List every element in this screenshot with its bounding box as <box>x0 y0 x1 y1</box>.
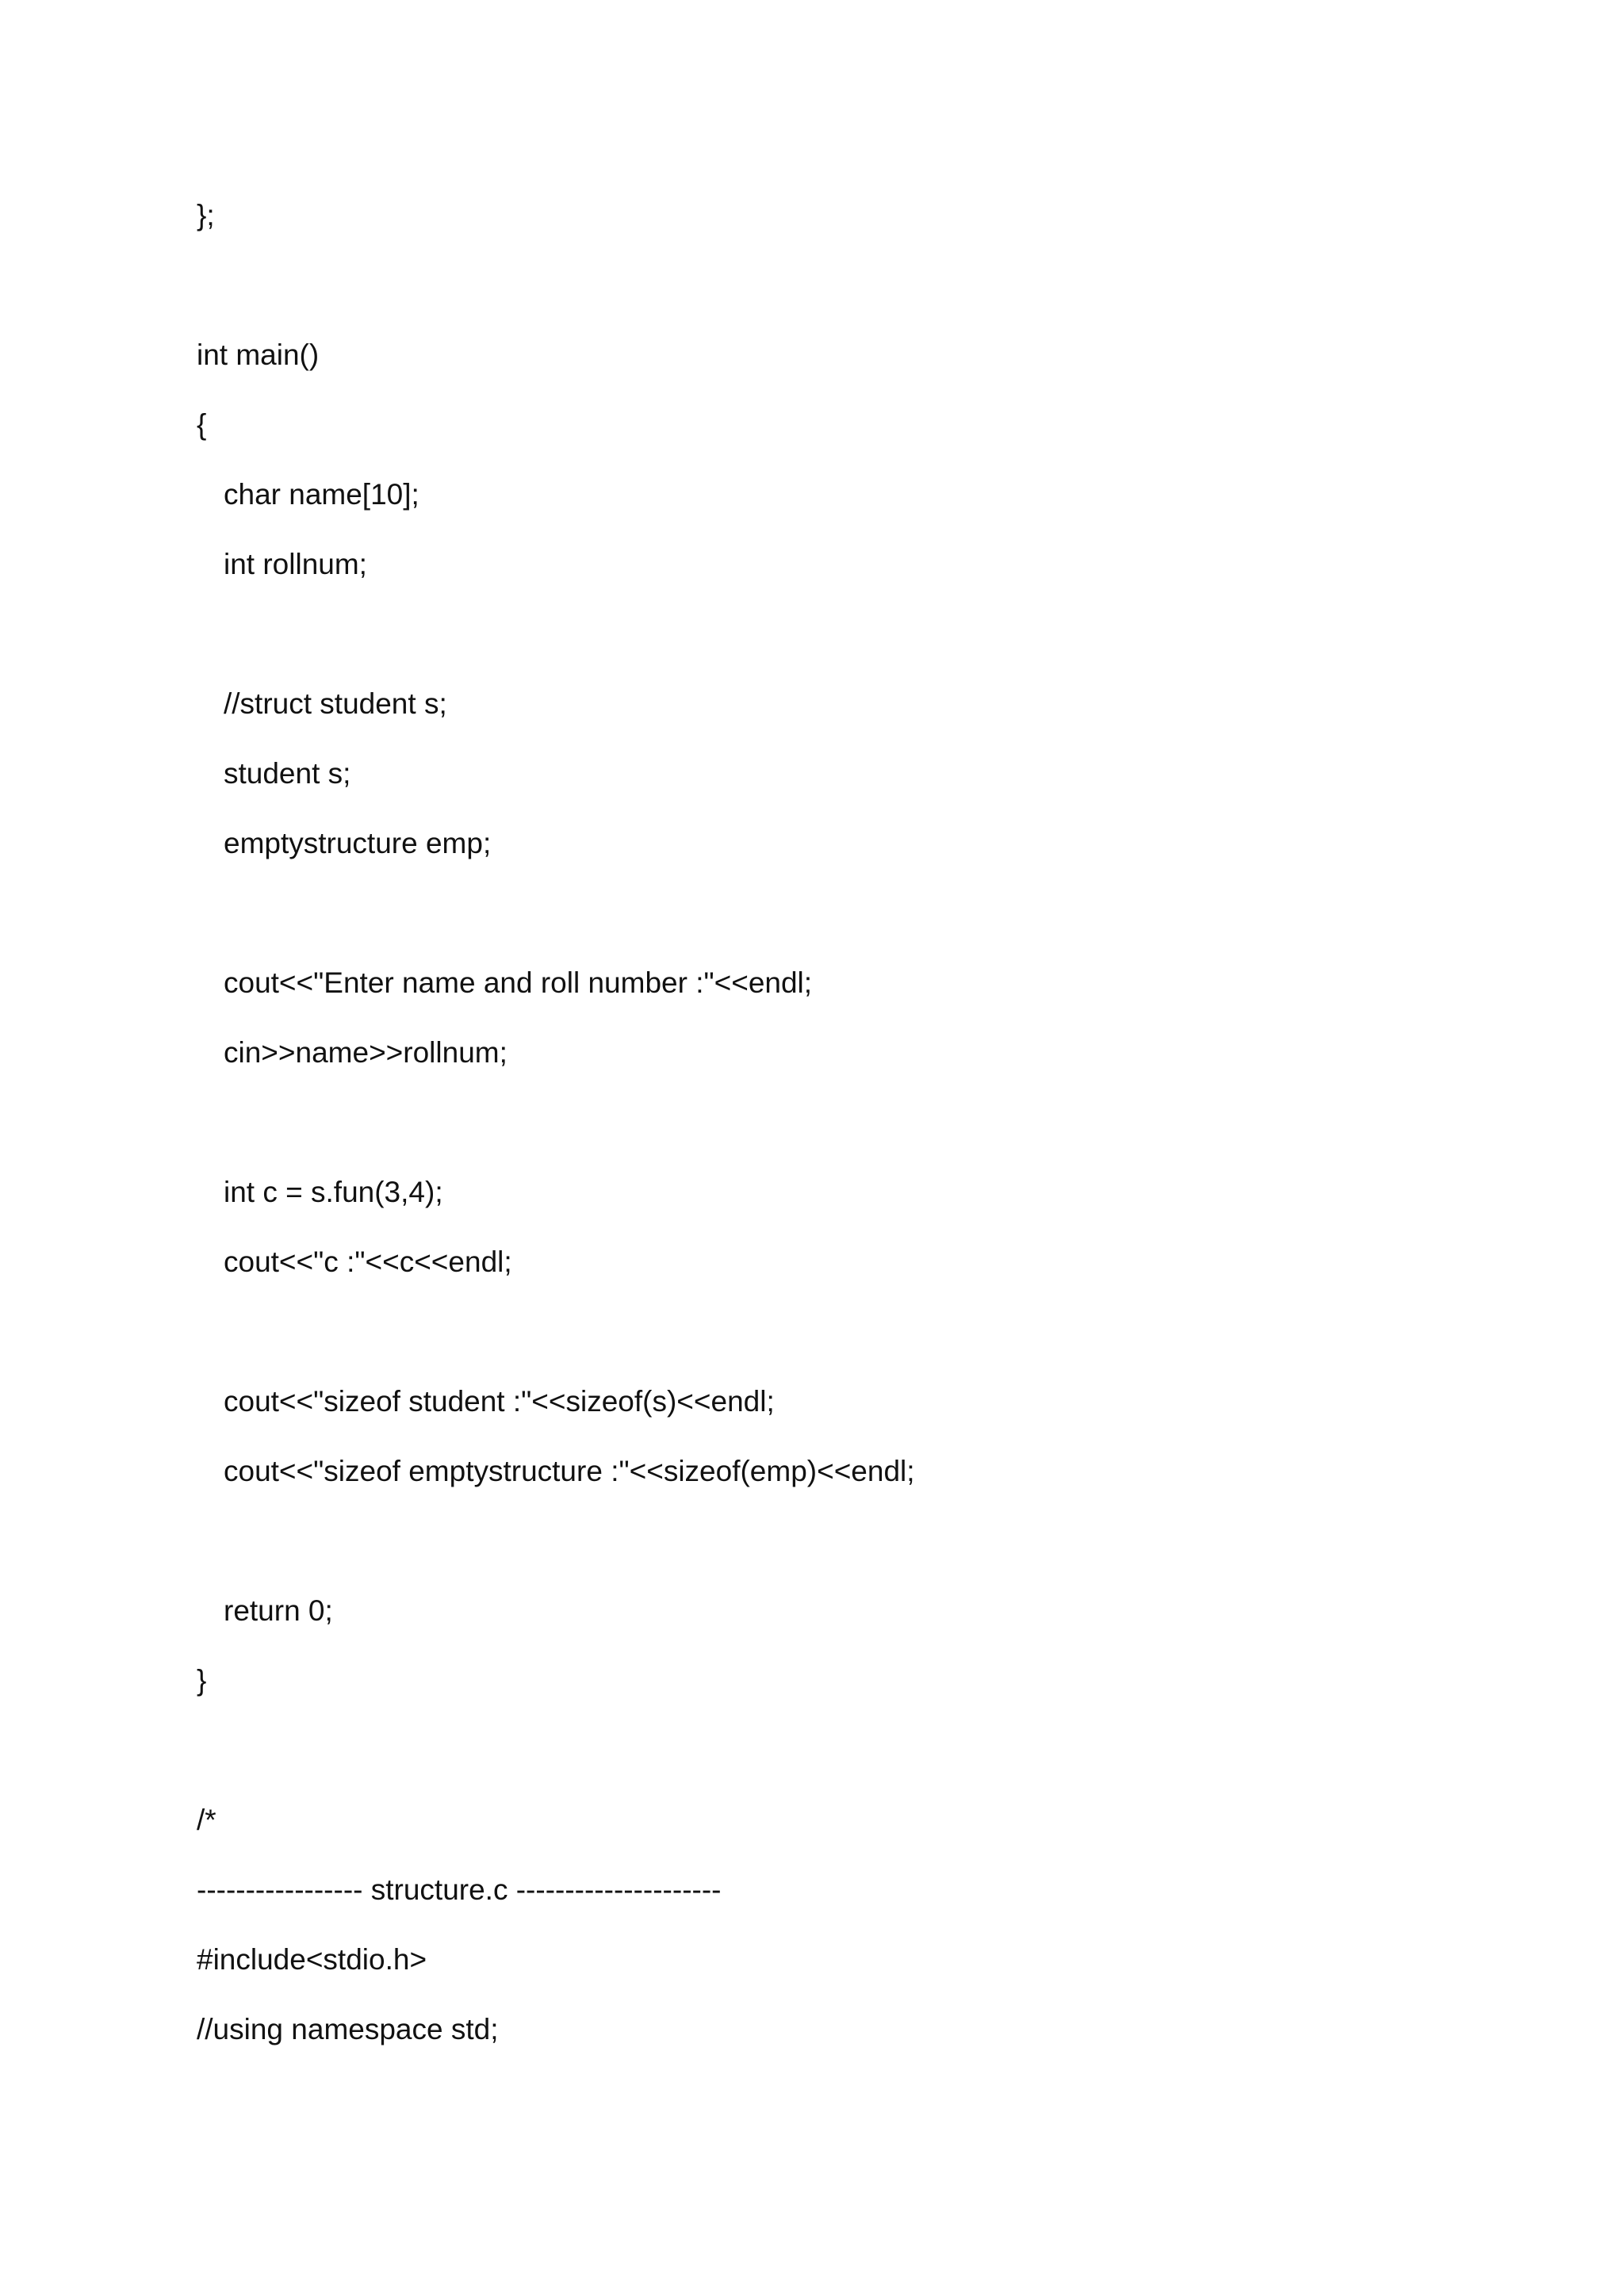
code-line: cout<<"Enter name and roll number :"<<endl; <box>224 966 813 999</box>
code-line: return 0; <box>224 1594 333 1627</box>
code-comment-line: //struct student s; <box>224 687 447 720</box>
code-line: int main() <box>197 339 320 371</box>
blank-line <box>197 891 1505 961</box>
code-line: { <box>197 408 207 441</box>
blank-line <box>197 1100 1505 1170</box>
code-listing <box>197 193 1505 2077</box>
code-line: char name[10]; <box>224 478 419 511</box>
code-line: cout<<"sizeof student :"<<sizeof(s)<<endl; <box>224 1385 775 1418</box>
code-line: #include<stdio.h> <box>197 1943 427 1976</box>
code-line: cout<<"sizeof emptystructure :"<<sizeof(emp)<<endl; <box>224 1455 915 1487</box>
blank-line <box>197 263 1505 333</box>
blank-line <box>197 1519 1505 1589</box>
code-comment-line: //using namespace std; <box>197 2013 499 2045</box>
code-line: student s; <box>224 757 351 790</box>
code-line: int c = s.fun(3,4); <box>224 1176 443 1208</box>
code-comment-line: ----------------- structure.c --------------------- <box>197 1873 722 1906</box>
blank-line <box>197 1728 1505 1798</box>
code-line: cout<<"c :"<<c<<endl; <box>224 1246 512 1278</box>
blank-line <box>197 612 1505 682</box>
code-line: cin>>name>>rollnum; <box>224 1036 508 1069</box>
code-line: int rollnum; <box>224 548 367 580</box>
code-line: } <box>197 1664 207 1697</box>
code-line: }; <box>197 199 215 232</box>
code-line: emptystructure emp; <box>224 827 492 859</box>
blank-line <box>197 1310 1505 1380</box>
code-comment-line: /* <box>197 1804 216 1836</box>
